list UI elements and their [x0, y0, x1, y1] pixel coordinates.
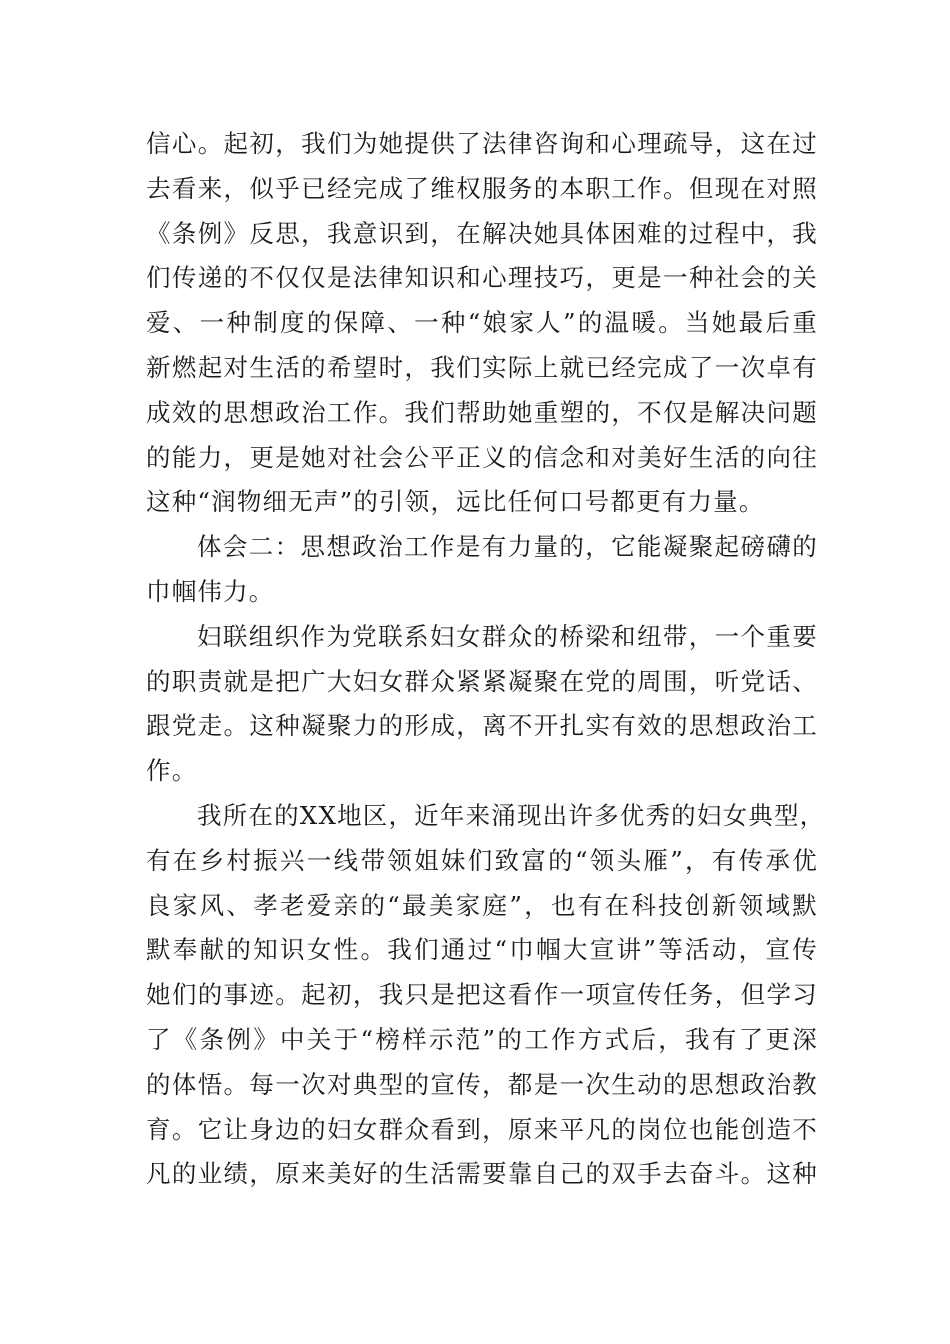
text-line: 巾帼伟力。: [146, 576, 275, 606]
text-line: 体会二：思想政治工作是有力量的，它能凝聚起磅礴的: [197, 532, 818, 562]
text-line: 这种“润物细无声”的引领，远比任何口号都更有力量。: [146, 487, 765, 517]
text-line: 信心。起初，我们为她提供了法律咨询和心理疏导，这在过: [146, 129, 818, 158]
text-line: 去看来，似乎已经完成了维权服务的本职工作。但现在对照: [146, 173, 818, 203]
text-line: 我所在的XX地区，近年来涌现出许多优秀的妇女典型，: [197, 800, 826, 830]
paragraph-4: [146, 794, 826, 1197]
paragraph-2-heading: [146, 525, 818, 615]
text-line: 的体悟。每一次对典型的宣传，都是一次生动的思想政治教: [146, 1069, 818, 1099]
text-line: 妇联组织作为党联系妇女群众的桥梁和纽带，一个重要: [197, 621, 818, 651]
text-line: 默奉献的知识女性。我们通过“巾帼大宣讲”等活动，宣传: [146, 935, 818, 965]
text-line: 成效的思想政治工作。我们帮助她重塑的，不仅是解决问题: [146, 397, 818, 427]
text-line: 《条例》反思，我意识到，在解决她具体困难的过程中，我: [146, 218, 818, 248]
text-line: 了《条例》中关于“榜样示范”的工作方式后，我有了更深: [146, 1024, 818, 1054]
text-line: 的职责就是把广大妇女群众紧紧凝聚在党的周围，听党话、: [146, 666, 818, 696]
text-line: 她们的事迹。起初，我只是把这看作一项宣传任务，但学习: [146, 980, 818, 1010]
text-line: 们传递的不仅仅是法律知识和心理技巧，更是一种社会的关: [146, 263, 818, 293]
text-line: 的能力，更是她对社会公平正义的信念和对美好生活的向往: [146, 442, 818, 472]
text-line: 有在乡村振兴一线带领姐妹们致富的“领头雁”，有传承优: [146, 845, 818, 875]
paragraph-3: [146, 615, 818, 794]
text-line: 跟党走。这种凝聚力的形成，离不开扎实有效的思想政治工: [146, 711, 818, 741]
text-line: 凡的业绩，原来美好的生活需要靠自己的双手去奋斗。这种: [146, 1159, 818, 1189]
document-body: [146, 122, 826, 1197]
text-line: 新燃起对生活的希望时，我们实际上就已经完成了一次卓有: [146, 352, 818, 382]
text-line: 良家风、孝老爱亲的“最美家庭”，也有在科技创新领域默: [146, 890, 818, 920]
paragraph-1: [146, 122, 818, 525]
text-line: 育。它让身边的妇女群众看到，原来平凡的岗位也能创造不: [146, 1114, 818, 1144]
text-line: 爱、一种制度的保障、一种“娘家人”的温暖。当她最后重: [146, 308, 818, 338]
text-line: 作。: [146, 756, 198, 786]
